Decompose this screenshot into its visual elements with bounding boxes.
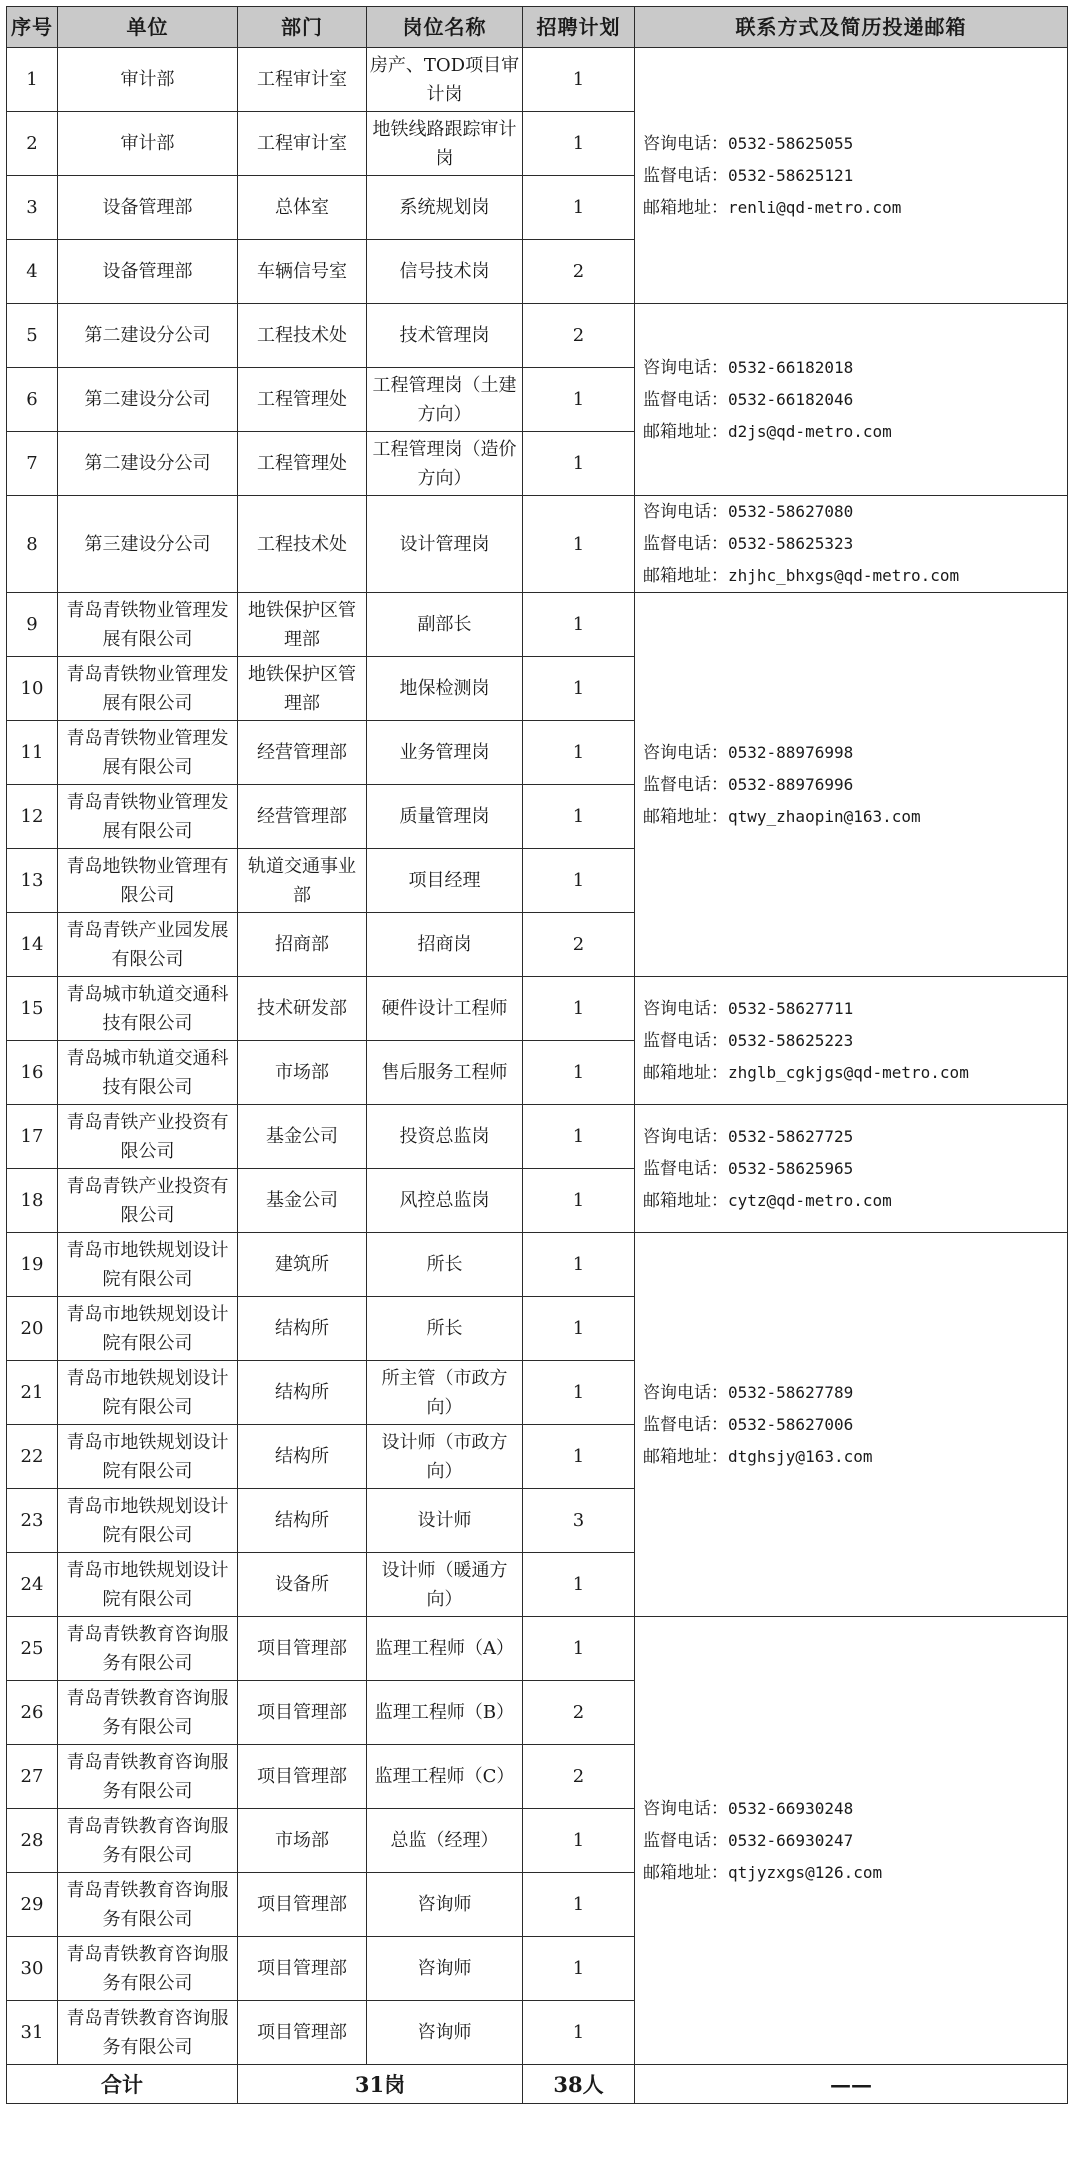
row-dept: 市场部 [238, 1809, 367, 1873]
row-unit: 青岛青铁物业管理发展有限公司 [58, 593, 238, 657]
row-unit: 青岛青铁产业园发展有限公司 [58, 913, 238, 977]
row-seq: 21 [7, 1361, 58, 1425]
row-plan: 1 [523, 1169, 635, 1233]
row-dept: 车辆信号室 [238, 240, 367, 304]
supervise-phone-line [643, 1025, 1065, 1057]
consult-phone-label: 咨询电话： [643, 1382, 728, 1403]
consult-phone-line [643, 1377, 1065, 1409]
row-unit: 青岛青铁教育咨询服务有限公司 [58, 1617, 238, 1681]
row-plan: 1 [523, 368, 635, 432]
row-plan: 1 [523, 977, 635, 1041]
row-unit: 青岛市地铁规划设计院有限公司 [58, 1425, 238, 1489]
row-unit: 青岛青铁教育咨询服务有限公司 [58, 1809, 238, 1873]
supervise-phone-value: 0532-58625121 [728, 165, 854, 185]
email-address-value[interactable]: d2js@qd-metro.com [728, 421, 892, 441]
row-unit: 青岛市地铁规划设计院有限公司 [58, 1489, 238, 1553]
consult-phone-line [643, 993, 1065, 1025]
table-row [7, 48, 1068, 112]
row-position: 系统规划岗 [367, 176, 523, 240]
row-position: 地保检测岗 [367, 657, 523, 721]
table-row [7, 593, 1068, 657]
email-address-label: 邮箱地址： [643, 1062, 728, 1083]
row-dept: 项目管理部 [238, 1617, 367, 1681]
row-plan: 1 [523, 1233, 635, 1297]
recruitment-table-page [6, 6, 1067, 2104]
consult-phone-value: 0532-58627789 [728, 1382, 854, 1402]
row-seq: 31 [7, 2001, 58, 2065]
row-plan: 1 [523, 1553, 635, 1617]
contact-info-cell [635, 1105, 1068, 1233]
row-position: 总监（经理） [367, 1809, 523, 1873]
row-position: 质量管理岗 [367, 785, 523, 849]
supervise-phone-line [643, 1153, 1065, 1185]
row-plan: 1 [523, 1809, 635, 1873]
row-dept: 结构所 [238, 1361, 367, 1425]
row-unit: 第三建设分公司 [58, 496, 238, 593]
supervise-phone-label: 监督电话： [643, 1830, 728, 1851]
row-position: 咨询师 [367, 2001, 523, 2065]
supervise-phone-line [643, 384, 1065, 416]
row-dept: 项目管理部 [238, 1937, 367, 2001]
row-plan: 1 [523, 1425, 635, 1489]
row-position: 监理工程师（B） [367, 1681, 523, 1745]
row-dept: 结构所 [238, 1489, 367, 1553]
consult-phone-value: 0532-88976998 [728, 742, 854, 762]
header-seq: 序号 [7, 7, 58, 48]
email-address-label: 邮箱地址： [643, 1446, 728, 1467]
header-dept: 部门 [238, 7, 367, 48]
consult-phone-line [643, 496, 1065, 528]
contact-info-cell [635, 593, 1068, 977]
row-seq: 13 [7, 849, 58, 913]
supervise-phone-label: 监督电话： [643, 1158, 728, 1179]
table-body [7, 48, 1068, 2065]
row-seq: 10 [7, 657, 58, 721]
row-dept: 总体室 [238, 176, 367, 240]
row-position: 风控总监岗 [367, 1169, 523, 1233]
row-seq: 1 [7, 48, 58, 112]
row-unit: 青岛市地铁规划设计院有限公司 [58, 1233, 238, 1297]
row-dept: 工程管理处 [238, 432, 367, 496]
email-address-label: 邮箱地址： [643, 421, 728, 442]
row-seq: 25 [7, 1617, 58, 1681]
row-position: 售后服务工程师 [367, 1041, 523, 1105]
supervise-phone-value: 0532-58625223 [728, 1030, 854, 1050]
row-dept: 地铁保护区管理部 [238, 593, 367, 657]
contact-info-cell [635, 977, 1068, 1105]
row-plan: 1 [523, 496, 635, 593]
row-unit: 青岛青铁教育咨询服务有限公司 [58, 1681, 238, 1745]
row-seq: 7 [7, 432, 58, 496]
row-dept: 工程审计室 [238, 48, 367, 112]
supervise-phone-label: 监督电话： [643, 1030, 728, 1051]
consult-phone-value: 0532-66930248 [728, 1798, 854, 1818]
consult-phone-label: 咨询电话： [643, 502, 728, 522]
row-unit: 青岛市地铁规划设计院有限公司 [58, 1361, 238, 1425]
email-address-value[interactable]: zhglb_cgkjgs@qd-metro.com [728, 1062, 969, 1082]
consult-phone-line [643, 352, 1065, 384]
supervise-phone-value: 0532-66182046 [728, 389, 854, 409]
row-position: 副部长 [367, 593, 523, 657]
row-seq: 12 [7, 785, 58, 849]
row-plan: 1 [523, 657, 635, 721]
row-seq: 14 [7, 913, 58, 977]
row-position: 投资总监岗 [367, 1105, 523, 1169]
row-dept: 结构所 [238, 1425, 367, 1489]
row-plan: 1 [523, 2001, 635, 2065]
row-dept: 经营管理部 [238, 721, 367, 785]
row-position: 设计师 [367, 1489, 523, 1553]
total-row [7, 2065, 1068, 2104]
email-address-value[interactable]: dtghsjy@163.com [728, 1446, 873, 1466]
email-address-line[interactable] [643, 1185, 1065, 1217]
row-position: 监理工程师（A） [367, 1617, 523, 1681]
row-dept: 招商部 [238, 913, 367, 977]
row-dept: 工程技术处 [238, 496, 367, 593]
row-unit: 青岛城市轨道交通科技有限公司 [58, 1041, 238, 1105]
total-people: 38人 [523, 2065, 635, 2104]
row-seq: 2 [7, 112, 58, 176]
row-unit: 审计部 [58, 112, 238, 176]
consult-phone-label: 咨询电话： [643, 1798, 728, 1819]
table-row [7, 1233, 1068, 1297]
row-plan: 1 [523, 1617, 635, 1681]
row-seq: 16 [7, 1041, 58, 1105]
supervise-phone-label: 监督电话： [643, 389, 728, 410]
row-dept: 工程管理处 [238, 368, 367, 432]
row-plan: 1 [523, 48, 635, 112]
table-row [7, 496, 1068, 593]
row-dept: 项目管理部 [238, 1745, 367, 1809]
row-seq: 11 [7, 721, 58, 785]
row-unit: 青岛青铁教育咨询服务有限公司 [58, 2001, 238, 2065]
row-dept: 建筑所 [238, 1233, 367, 1297]
row-unit: 第二建设分公司 [58, 304, 238, 368]
row-position: 设计师（暖通方向） [367, 1553, 523, 1617]
email-address-line[interactable] [643, 1441, 1065, 1473]
row-seq: 3 [7, 176, 58, 240]
email-address-line[interactable] [643, 192, 1065, 224]
row-unit: 青岛市地铁规划设计院有限公司 [58, 1297, 238, 1361]
row-plan: 1 [523, 1297, 635, 1361]
row-dept: 市场部 [238, 1041, 367, 1105]
row-position: 房产、TOD项目审计岗 [367, 48, 523, 112]
table-row [7, 977, 1068, 1041]
supervise-phone-value: 0532-58625965 [728, 1158, 854, 1178]
supervise-phone-label: 监督电话： [643, 1414, 728, 1435]
row-unit: 审计部 [58, 48, 238, 112]
row-seq: 22 [7, 1425, 58, 1489]
contact-info-cell [635, 496, 1068, 593]
row-position: 信号技术岗 [367, 240, 523, 304]
total-positions: 31岗 [238, 2065, 523, 2104]
row-seq: 30 [7, 1937, 58, 2001]
consult-phone-label: 咨询电话： [643, 998, 728, 1019]
row-plan: 2 [523, 240, 635, 304]
email-address-line[interactable] [643, 1057, 1065, 1089]
row-dept: 设备所 [238, 1553, 367, 1617]
row-dept: 轨道交通事业部 [238, 849, 367, 913]
consult-phone-line [643, 1793, 1065, 1825]
email-address-value[interactable]: cytz@qd-metro.com [728, 1190, 892, 1210]
row-seq: 27 [7, 1745, 58, 1809]
row-seq: 9 [7, 593, 58, 657]
row-dept: 项目管理部 [238, 1681, 367, 1745]
email-address-line[interactable] [643, 801, 1065, 833]
row-plan: 1 [523, 1361, 635, 1425]
row-seq: 5 [7, 304, 58, 368]
email-address-value[interactable]: qtwy_zhaopin@163.com [728, 806, 921, 826]
consult-phone-value: 0532-58627080 [728, 502, 854, 521]
contact-info-cell [635, 1233, 1068, 1617]
row-dept: 项目管理部 [238, 2001, 367, 2065]
consult-phone-line [643, 737, 1065, 769]
row-dept: 地铁保护区管理部 [238, 657, 367, 721]
contact-info-cell [635, 48, 1068, 304]
row-unit: 青岛青铁物业管理发展有限公司 [58, 785, 238, 849]
supervise-phone-line [643, 160, 1065, 192]
email-address-line[interactable] [643, 560, 1065, 592]
row-position: 所主管（市政方向） [367, 1361, 523, 1425]
row-dept: 工程技术处 [238, 304, 367, 368]
consult-phone-value: 0532-58625055 [728, 133, 854, 153]
table-row [7, 1105, 1068, 1169]
row-position: 工程管理岗（土建方向） [367, 368, 523, 432]
row-plan: 2 [523, 913, 635, 977]
consult-phone-value: 0532-66182018 [728, 357, 854, 377]
row-seq: 29 [7, 1873, 58, 1937]
row-plan: 1 [523, 1937, 635, 2001]
row-plan: 1 [523, 593, 635, 657]
row-seq: 19 [7, 1233, 58, 1297]
row-seq: 18 [7, 1169, 58, 1233]
row-unit: 设备管理部 [58, 240, 238, 304]
row-seq: 15 [7, 977, 58, 1041]
row-seq: 17 [7, 1105, 58, 1169]
row-seq: 23 [7, 1489, 58, 1553]
row-seq: 4 [7, 240, 58, 304]
row-plan: 2 [523, 1681, 635, 1745]
row-position: 设计师（市政方向） [367, 1425, 523, 1489]
table-row [7, 304, 1068, 368]
email-address-label: 邮箱地址： [643, 806, 728, 827]
row-unit: 第二建设分公司 [58, 432, 238, 496]
supervise-phone-line [643, 528, 1065, 560]
row-position: 工程管理岗（造价方向） [367, 432, 523, 496]
row-position: 项目经理 [367, 849, 523, 913]
supervise-phone-label: 监督电话： [643, 165, 728, 186]
row-position: 业务管理岗 [367, 721, 523, 785]
consult-phone-line [643, 1121, 1065, 1153]
consult-phone-label: 咨询电话： [643, 357, 728, 378]
recruitment-table [6, 6, 1068, 2104]
header-contact: 联系方式及简历投递邮箱 [635, 7, 1068, 48]
row-dept: 基金公司 [238, 1105, 367, 1169]
row-plan: 1 [523, 721, 635, 785]
row-plan: 3 [523, 1489, 635, 1553]
row-plan: 1 [523, 1105, 635, 1169]
row-plan: 1 [523, 176, 635, 240]
row-plan: 1 [523, 1873, 635, 1937]
row-position: 咨询师 [367, 1873, 523, 1937]
row-position: 技术管理岗 [367, 304, 523, 368]
row-position: 设计管理岗 [367, 496, 523, 593]
row-seq: 20 [7, 1297, 58, 1361]
supervise-phone-label: 监督电话： [643, 774, 728, 795]
row-position: 咨询师 [367, 1937, 523, 2001]
email-address-label: 邮箱地址： [643, 1862, 728, 1883]
row-unit: 青岛青铁物业管理发展有限公司 [58, 657, 238, 721]
row-dept: 工程审计室 [238, 112, 367, 176]
row-seq: 6 [7, 368, 58, 432]
row-unit: 青岛城市轨道交通科技有限公司 [58, 977, 238, 1041]
row-unit: 青岛青铁教育咨询服务有限公司 [58, 1745, 238, 1809]
row-position: 地铁线路跟踪审计岗 [367, 112, 523, 176]
row-plan: 2 [523, 1745, 635, 1809]
email-address-value[interactable]: zhjhc_bhxgs@qd-metro.com [728, 566, 960, 585]
row-plan: 2 [523, 304, 635, 368]
row-unit: 设备管理部 [58, 176, 238, 240]
supervise-phone-value: 0532-88976996 [728, 774, 854, 794]
row-unit: 青岛青铁教育咨询服务有限公司 [58, 1873, 238, 1937]
supervise-phone-value: 0532-58625323 [728, 534, 854, 553]
total-contact: —— [635, 2065, 1068, 2104]
consult-phone-value: 0532-58627725 [728, 1126, 854, 1146]
row-plan: 1 [523, 849, 635, 913]
row-unit: 青岛青铁教育咨询服务有限公司 [58, 1937, 238, 2001]
contact-info-cell [635, 304, 1068, 496]
supervise-phone-line [643, 769, 1065, 801]
supervise-phone-line [643, 1409, 1065, 1441]
supervise-phone-line [643, 1825, 1065, 1857]
row-seq: 8 [7, 496, 58, 593]
row-unit: 第二建设分公司 [58, 368, 238, 432]
row-dept: 基金公司 [238, 1169, 367, 1233]
header-unit: 单位 [58, 7, 238, 48]
row-seq: 28 [7, 1809, 58, 1873]
email-address-line[interactable] [643, 1857, 1065, 1889]
contact-info-cell [635, 1617, 1068, 2065]
row-unit: 青岛青铁物业管理发展有限公司 [58, 721, 238, 785]
consult-phone-label: 咨询电话： [643, 1126, 728, 1147]
row-position: 硬件设计工程师 [367, 977, 523, 1041]
consult-phone-label: 咨询电话： [643, 133, 728, 154]
email-address-value[interactable]: renli@qd-metro.com [728, 197, 902, 217]
row-position: 招商岗 [367, 913, 523, 977]
row-position: 所长 [367, 1233, 523, 1297]
row-seq: 26 [7, 1681, 58, 1745]
row-dept: 技术研发部 [238, 977, 367, 1041]
consult-phone-value: 0532-58627711 [728, 998, 854, 1018]
table-row [7, 1617, 1068, 1681]
row-unit: 青岛市地铁规划设计院有限公司 [58, 1553, 238, 1617]
email-address-label: 邮箱地址： [643, 1190, 728, 1211]
supervise-phone-value: 0532-66930247 [728, 1830, 854, 1850]
row-dept: 经营管理部 [238, 785, 367, 849]
row-unit: 青岛地铁物业管理有限公司 [58, 849, 238, 913]
email-address-label: 邮箱地址： [643, 566, 728, 586]
email-address-value[interactable]: qtjyzxgs@126.com [728, 1862, 883, 1882]
header-plan: 招聘计划 [523, 7, 635, 48]
row-plan: 1 [523, 785, 635, 849]
row-seq: 24 [7, 1553, 58, 1617]
row-dept: 项目管理部 [238, 1873, 367, 1937]
row-plan: 1 [523, 112, 635, 176]
email-address-line[interactable] [643, 416, 1065, 448]
row-position: 监理工程师（C） [367, 1745, 523, 1809]
supervise-phone-label: 监督电话： [643, 534, 728, 554]
row-position: 所长 [367, 1297, 523, 1361]
email-address-label: 邮箱地址： [643, 197, 728, 218]
row-unit: 青岛青铁产业投资有限公司 [58, 1169, 238, 1233]
row-unit: 青岛青铁产业投资有限公司 [58, 1105, 238, 1169]
consult-phone-label: 咨询电话： [643, 742, 728, 763]
table-header-row [7, 7, 1068, 48]
row-dept: 结构所 [238, 1297, 367, 1361]
header-position: 岗位名称 [367, 7, 523, 48]
consult-phone-line [643, 128, 1065, 160]
total-label: 合计 [7, 2065, 238, 2104]
supervise-phone-value: 0532-58627006 [728, 1414, 854, 1434]
row-plan: 1 [523, 1041, 635, 1105]
row-plan: 1 [523, 432, 635, 496]
